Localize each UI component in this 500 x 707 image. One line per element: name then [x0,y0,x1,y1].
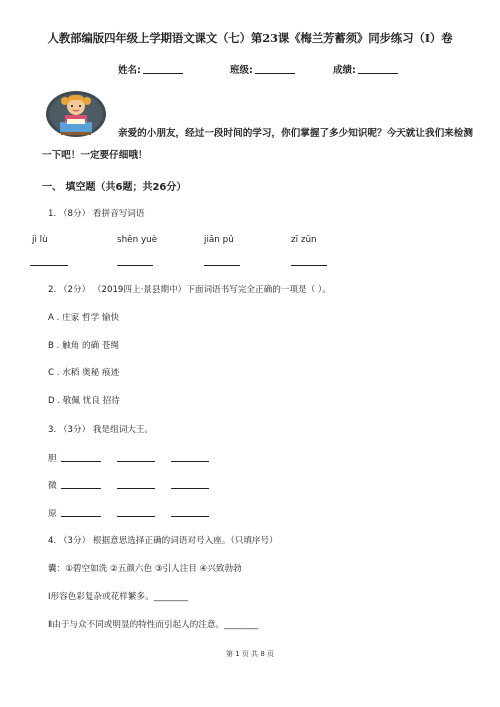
option-b[interactable]: B . 触角 的确 苍绳 [48,341,120,351]
word-char-1: 胆 [48,454,57,464]
word-row-3 [48,506,209,519]
word-char-3: 原 [48,509,57,519]
word-choices [48,562,242,574]
definition-2: Ⅱ由于与众不同或明显的特性而引起人的注意。________ [48,620,259,630]
word-blank[interactable] [117,488,155,489]
word-row-1 [48,451,209,464]
document-title: 人教部编版四年级上学期语文课文（七）第23课《梅兰芳蓄须》同步练习（I）卷 [47,31,453,45]
word-blank[interactable] [61,488,101,489]
pinyin-1: jì lù [32,235,48,245]
class-blank [255,73,295,74]
question-4-heading: 4. （3分） 根据意思选择正确的词语对号入座。（只填序号） [48,536,278,546]
name-label: 姓名: [118,65,141,76]
word-blank[interactable] [61,516,101,517]
word-blank[interactable] [61,461,101,462]
pinyin-3: jiān pǔ [204,235,234,245]
word-blank[interactable] [171,461,209,462]
answer-line-2[interactable] [117,265,153,266]
pinyin-2: shēn yuè [117,235,158,245]
class-label: 班级: [230,65,253,76]
intro-line-2: 一下吧！一定要仔细哦！ [42,150,148,161]
word-choices-prefix: 囊： [48,564,66,574]
question-2-heading: 2. （2分） （2019四上·景县期中）下面词语书写完全正确的一项是（ ）。 [48,285,331,295]
option-a[interactable]: A . 庄家 哲学 愉快 [48,313,120,323]
intro-line-1: 亲爱的小朋友，经过一段时间的学习，你们掌握了多少知识呢？今天就让我们来检测 [118,128,473,139]
word-blank[interactable] [117,461,155,462]
option-c[interactable]: C . 水稻 奥秘 痕迹 [48,368,120,378]
question-1-heading: 1. （8分） 看拼音写词语 [48,209,145,219]
pinyin-4: zī zūn [291,235,317,245]
word-blank[interactable] [117,516,155,517]
option-d[interactable]: D . 敬佩 忧良 招待 [48,396,120,406]
word-char-2: 微 [48,481,57,491]
score-field [333,62,398,76]
student-mascot-image [45,88,107,138]
word-choices-list: ①碧空如洗 ②五颜六色 ③引人注目 ④兴致勃勃 [65,564,242,574]
word-row-2 [48,478,209,491]
score-blank [358,73,398,74]
word-blank[interactable] [171,516,209,517]
answer-line-4[interactable] [291,265,327,266]
answer-line-1[interactable] [30,265,68,266]
word-blank[interactable] [171,488,209,489]
page-footer: 第 1 页 共 8 页 [225,650,275,658]
name-field [118,62,183,76]
score-label: 成绩: [333,65,356,76]
question-3-heading: 3. （3分） 我是组词大王。 [48,425,154,435]
section-heading: 一、 填空题（共6题；共26分） [42,182,187,193]
class-field [230,62,295,76]
name-blank [143,73,183,74]
answer-line-3[interactable] [204,265,240,266]
definition-1: Ⅰ形容色彩复杂或花样繁多。________ [48,592,189,602]
